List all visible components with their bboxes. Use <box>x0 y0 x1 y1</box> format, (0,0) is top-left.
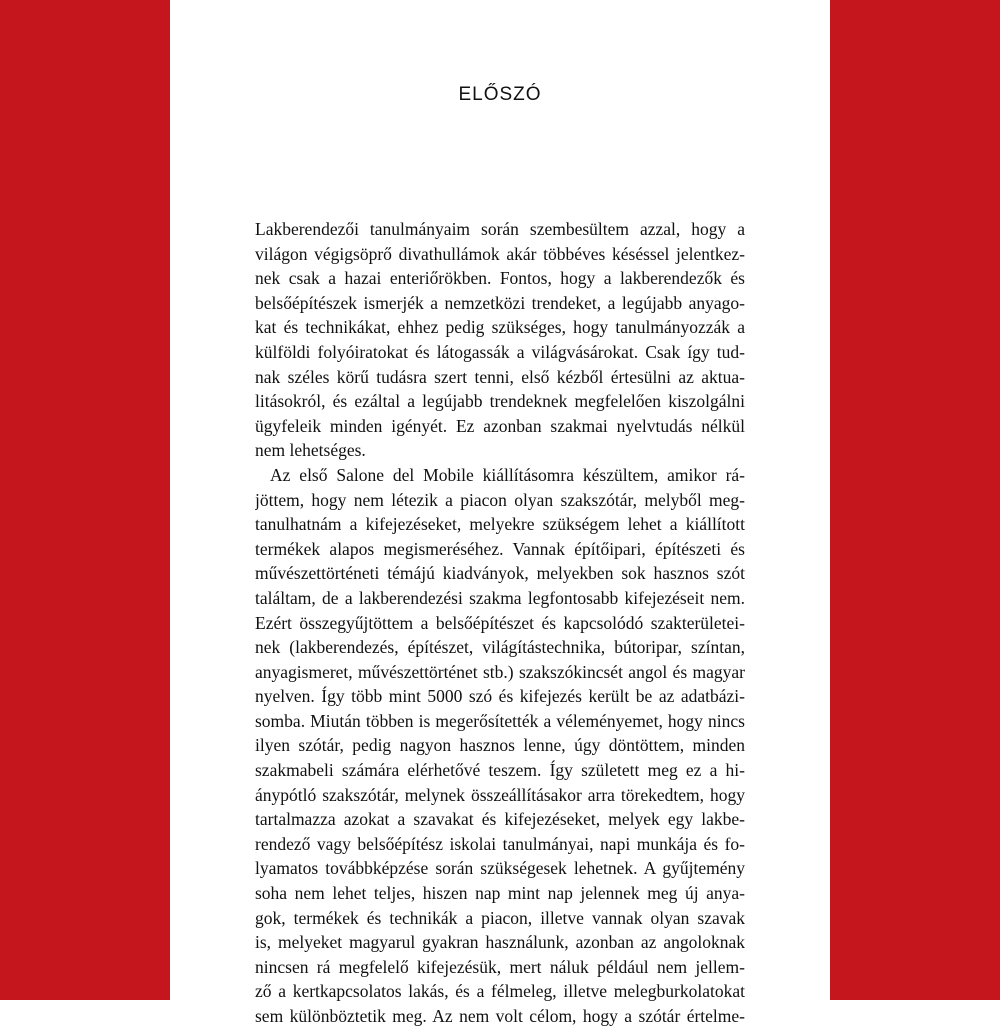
paragraph-2-line: anyagismeret, művészettörténet stb.) szakszókincsét angol és magyar <box>255 661 745 682</box>
paragraph-2-line: jöttem, hogy nem létezik a piacon olyan szakszótár, melyből meg- <box>255 489 745 510</box>
paragraph-2-line: Ezért összegyűjtöttem a belsőépítészet és kapcsolódó szakterületei- <box>255 612 745 633</box>
paragraph-2-line: lyamatos továbbképzése során szükségesek lehetnek. A gyűjtemény <box>255 858 745 879</box>
paragraph-2-line: nyelven. Így több mint 5000 szó és kifejezés került be az adatbázi- <box>255 686 745 707</box>
paragraph-1-line: ügyfeleik minden igényét. Ez azonban szakmai nyelvtudás nélkül <box>255 415 745 436</box>
body-text <box>255 217 745 1029</box>
paragraph-2-line: művészettörténeti témájú kiadványok, melyekben sok hasznos szót <box>255 563 745 584</box>
page-title: ELŐSZÓ <box>458 84 542 105</box>
paragraph-2-line: gok, termékek és technikák a piacon, illetve vannak olyan szavak <box>255 907 745 928</box>
paragraph-2-line: Az első Salone del Mobile kiállításomra készültem, amikor rá- <box>270 464 745 485</box>
paragraph-2-line: soha nem lehet teljes, hiszen nap mint nap jelennek meg új anya- <box>255 883 745 904</box>
paragraph-1-line: nem lehetséges. <box>255 440 366 461</box>
paragraph-2-line: ző a kertkapcsolatos lakás, és a félmeleg, illetve melegburkolatokat <box>255 981 745 1002</box>
paragraph-2-line: rendező vagy belsőépítész iskolai tanulmányai, napi munkája és fo- <box>255 833 745 854</box>
paragraph-2-line: sem különböztetik meg. Az nem volt célom, hogy a szótár értelme- <box>255 1006 745 1026</box>
paragraph-2-line: találtam, de a lakberendezési szakma legfontosabb kifejezéseit nem. <box>255 587 745 608</box>
page <box>170 0 830 1026</box>
paragraph-2-line: somba. Miután többen is megerősítették a véleményemet, hogy nincs <box>255 710 745 731</box>
paragraph-2-line: ánypótló szakszótár, melynek összeállításakor arra törekedtem, hogy <box>255 784 745 805</box>
paragraph-1-line: kat és technikákat, ehhez pedig szükséges, hogy tanulmányozzák a <box>255 317 745 338</box>
paragraph-1-line: nek csak a hazai enteriőrökben. Fontos, hogy a lakberendezők és <box>255 268 745 289</box>
paragraph-2-line: tanulhatnám a kifejezéseket, melyekre szükségem lehet a kiállított <box>255 514 745 535</box>
paragraph-1-line: nak széles körű tudásra szert tenni, első kézből értesülni az aktua- <box>255 366 745 387</box>
paragraph-2-line: ilyen szótár, pedig nagyon hasznos lenne, úgy döntöttem, minden <box>255 735 745 756</box>
paragraph-2-line: termékek alapos megismeréséhez. Vannak építőipari, építészeti és <box>255 538 745 559</box>
paragraph-2-line: nek (lakberendezés, építészet, világítástechnika, bútoripar, színtan, <box>255 637 745 658</box>
paragraph-2-line: tartalmazza azokat a szavakat és kifejezéseket, melyek egy lakbe- <box>255 809 745 830</box>
paragraph-1-line: külföldi folyóiratokat és látogassák a világvásárokat. Csak így tud- <box>255 341 745 362</box>
paragraph-1-line: világon végigsöprő divathullámok akár többéves késéssel jelentkez- <box>255 243 745 264</box>
paragraph-1-line: litásokról, és ezáltal a legújabb trendeknek megfelelően kiszolgálni <box>255 391 745 412</box>
paragraph-1-line: Lakberendezői tanulmányaim során szembesültem azzal, hogy a <box>255 219 745 239</box>
paragraph-2-line: is, melyeket magyarul gyakran használunk, azonban az angoloknak <box>255 932 745 953</box>
paragraph-2-line: nincsen rá megfelelő kifejezésük, mert náluk például nem jellem- <box>255 956 745 977</box>
paragraph-2-line: szakmabeli számára elérhetővé teszem. Így született meg ez a hi- <box>255 760 745 781</box>
paragraph-1-line: belsőépítészek ismerjék a nemzetközi trendeket, a legújabb anyago- <box>255 292 745 313</box>
